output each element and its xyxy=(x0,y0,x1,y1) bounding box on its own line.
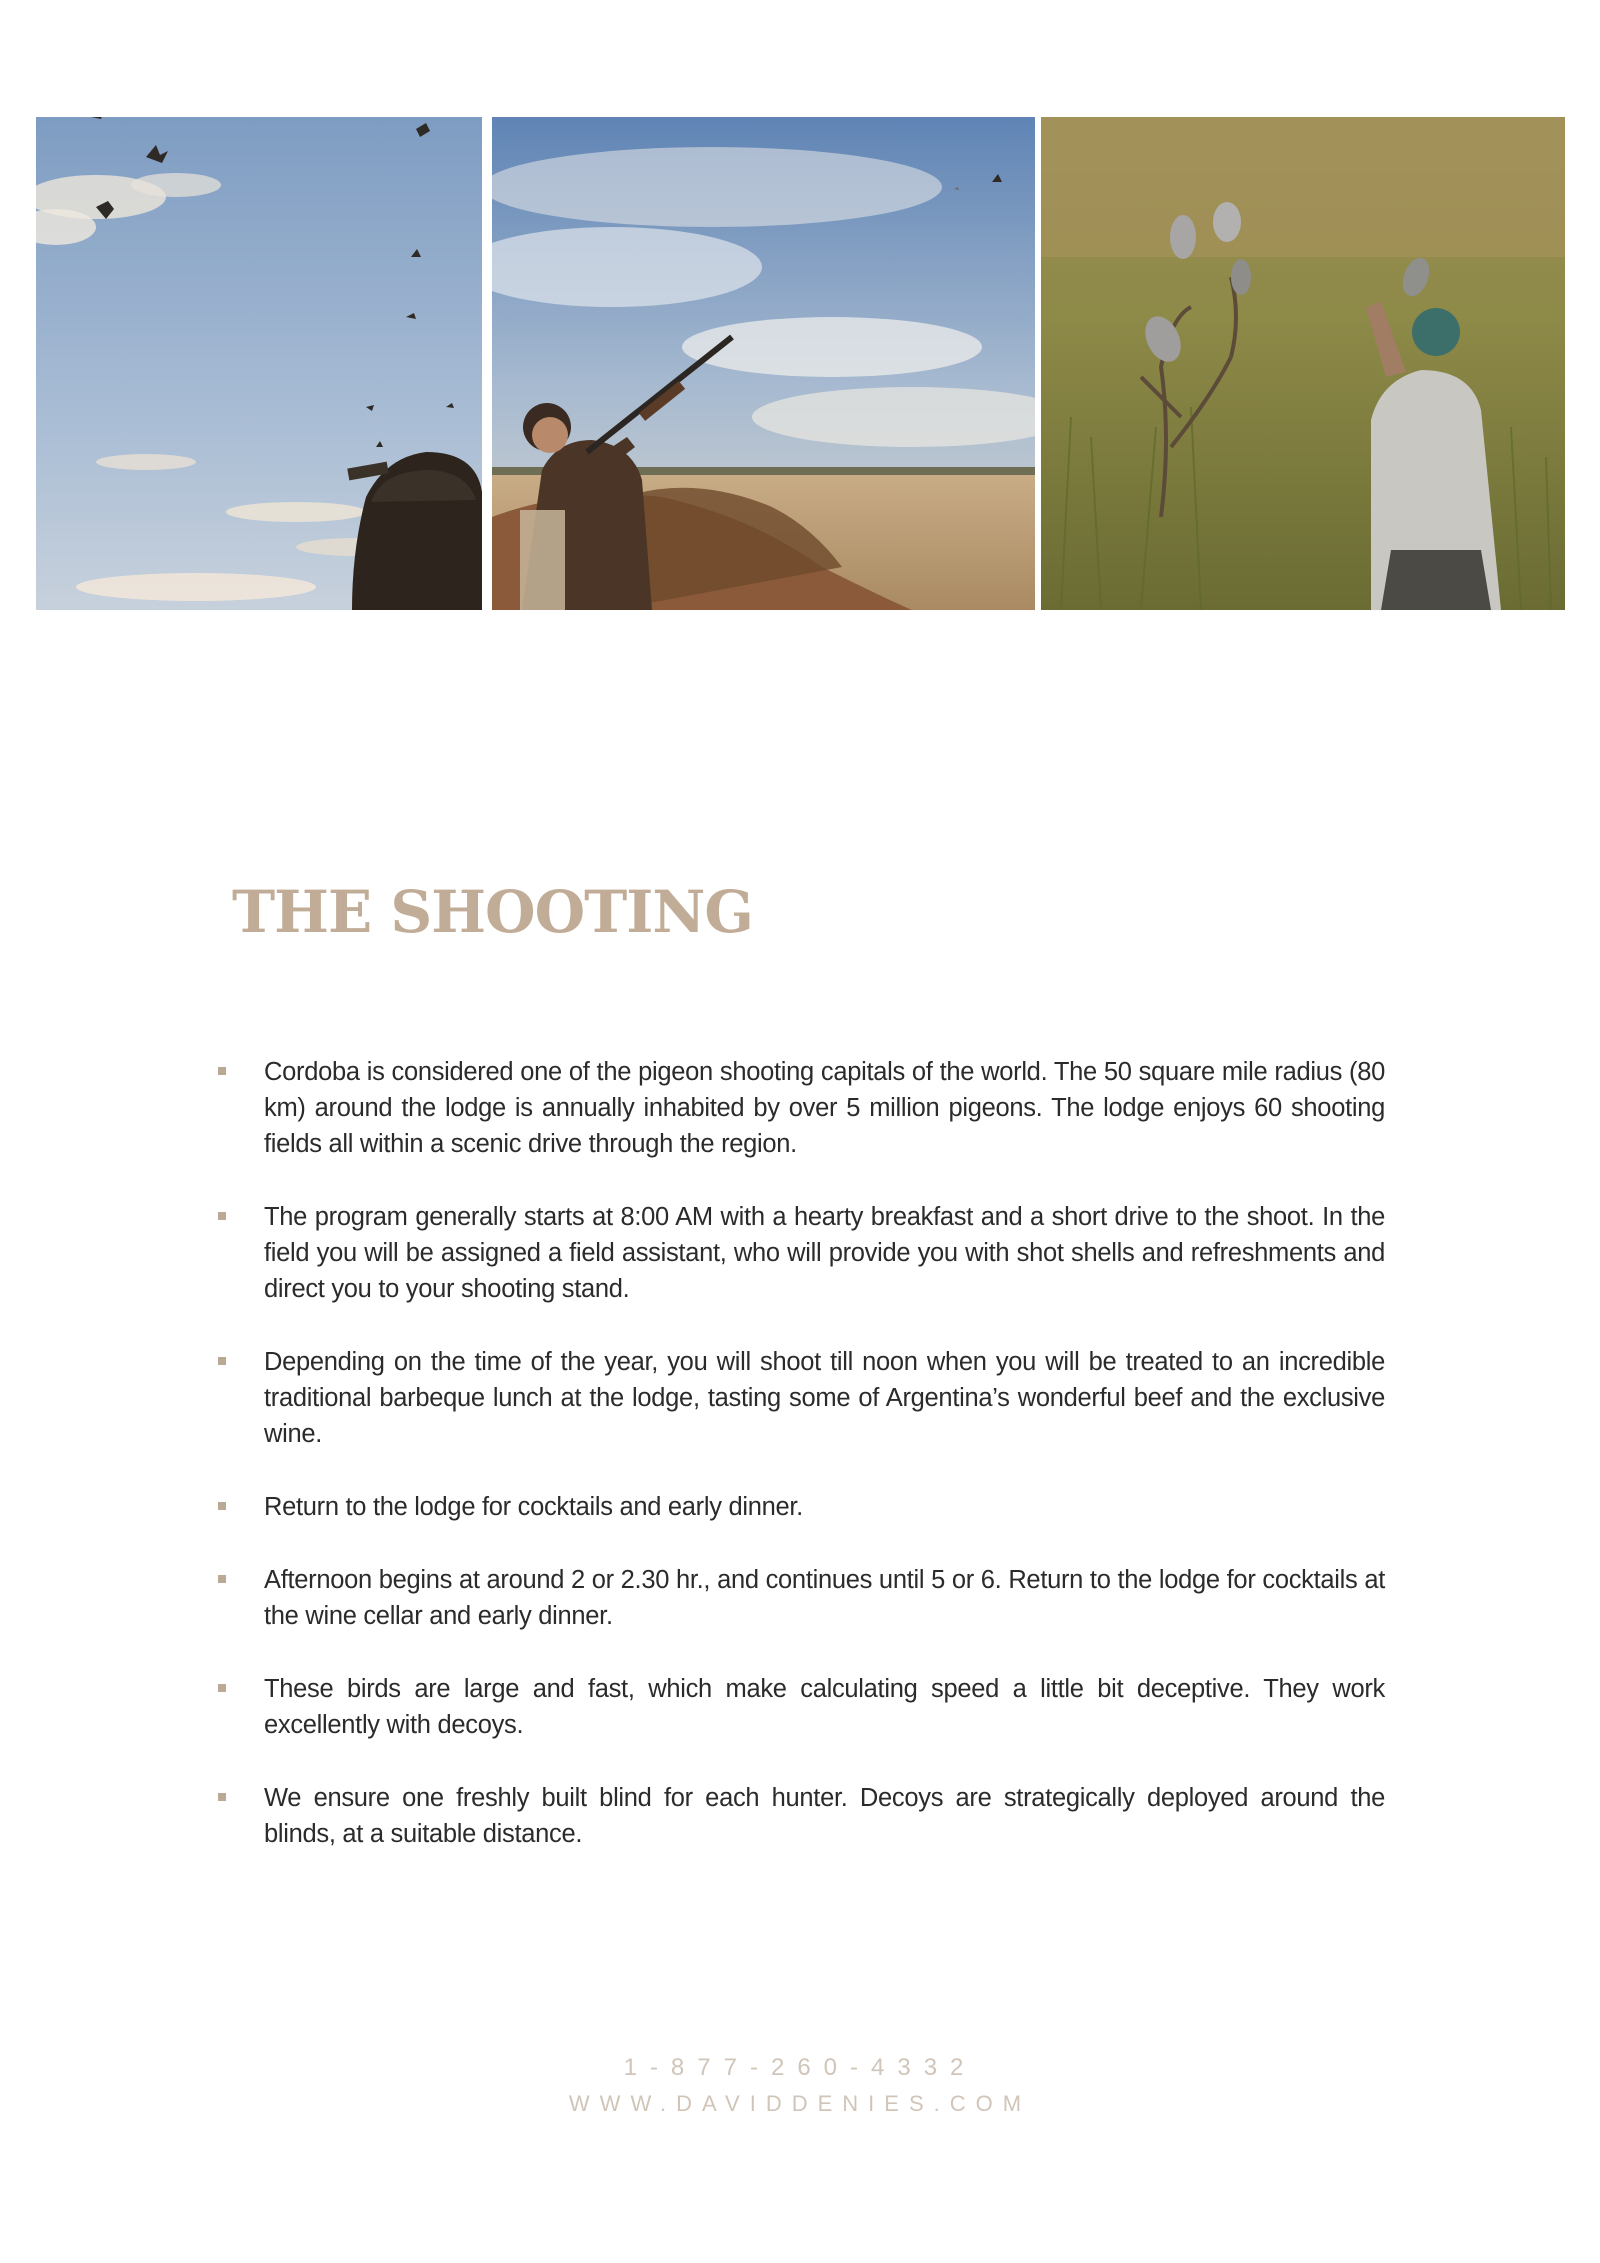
list-item-text: These birds are large and fast, which make calculating speed a little bit deceptive. They work excellently with decoys. xyxy=(264,1675,1385,1739)
list-item-text: Return to the lodge for cocktails and early dinner. xyxy=(264,1493,803,1521)
photo-shooter-with-shotgun xyxy=(492,117,1035,610)
square-bullet-icon xyxy=(218,1793,226,1801)
list-item-text: Depending on the time of the year, you will shoot till noon when you will be treated to an incredible traditional barbeque lunch at the lodge, tasting some of Argentina’s wonderful beef and the exclusive wine. xyxy=(264,1348,1385,1448)
square-bullet-icon xyxy=(218,1684,226,1692)
list-item xyxy=(215,1344,1385,1452)
list-item xyxy=(215,1199,1385,1307)
photo-assistant-placing-decoys xyxy=(1041,117,1565,610)
list-item xyxy=(215,1780,1385,1852)
square-bullet-icon xyxy=(218,1067,226,1075)
square-bullet-icon xyxy=(218,1212,226,1220)
list-item xyxy=(215,1489,1385,1525)
list-item xyxy=(215,1671,1385,1743)
square-bullet-icon xyxy=(218,1575,226,1583)
list-item-text: The program generally starts at 8:00 AM with a hearty breakfast and a short drive to the shoot. In the field you will be assigned a field assistant, who will provide you with shot shells and refreshments and direct you to your shooting stand. xyxy=(264,1203,1385,1303)
footer xyxy=(0,2050,1600,2122)
list-item-text: Afternoon begins at around 2 or 2.30 hr., and continues until 5 or 6. Return to the lodge for cocktails at the wine cellar and early dinner. xyxy=(264,1566,1385,1630)
list-item-text: We ensure one freshly built blind for each hunter. Decoys are strategically deployed around the blinds, at a suitable distance. xyxy=(264,1784,1385,1848)
list-item xyxy=(215,1562,1385,1634)
list-item-text: Cordoba is considered one of the pigeon shooting capitals of the world. The 50 square mile radius (80 km) around the lodge is annually inhabited by over 5 million pigeons. The lodge enjoys 60 shooting fields all within a scenic drive through the region. xyxy=(264,1058,1385,1158)
square-bullet-icon xyxy=(218,1502,226,1510)
bullet-list xyxy=(215,1054,1385,1889)
list-item xyxy=(215,1054,1385,1162)
photo-birds-in-sky xyxy=(36,117,482,610)
square-bullet-icon xyxy=(218,1357,226,1365)
footer-website-link[interactable]: WWW.DAVIDDENIES.COM xyxy=(568,2091,1032,2116)
footer-phone: 1-877-260-4332 xyxy=(623,2054,977,2081)
page-title: THE SHOOTING xyxy=(232,878,753,946)
photo-strip xyxy=(36,117,1565,610)
